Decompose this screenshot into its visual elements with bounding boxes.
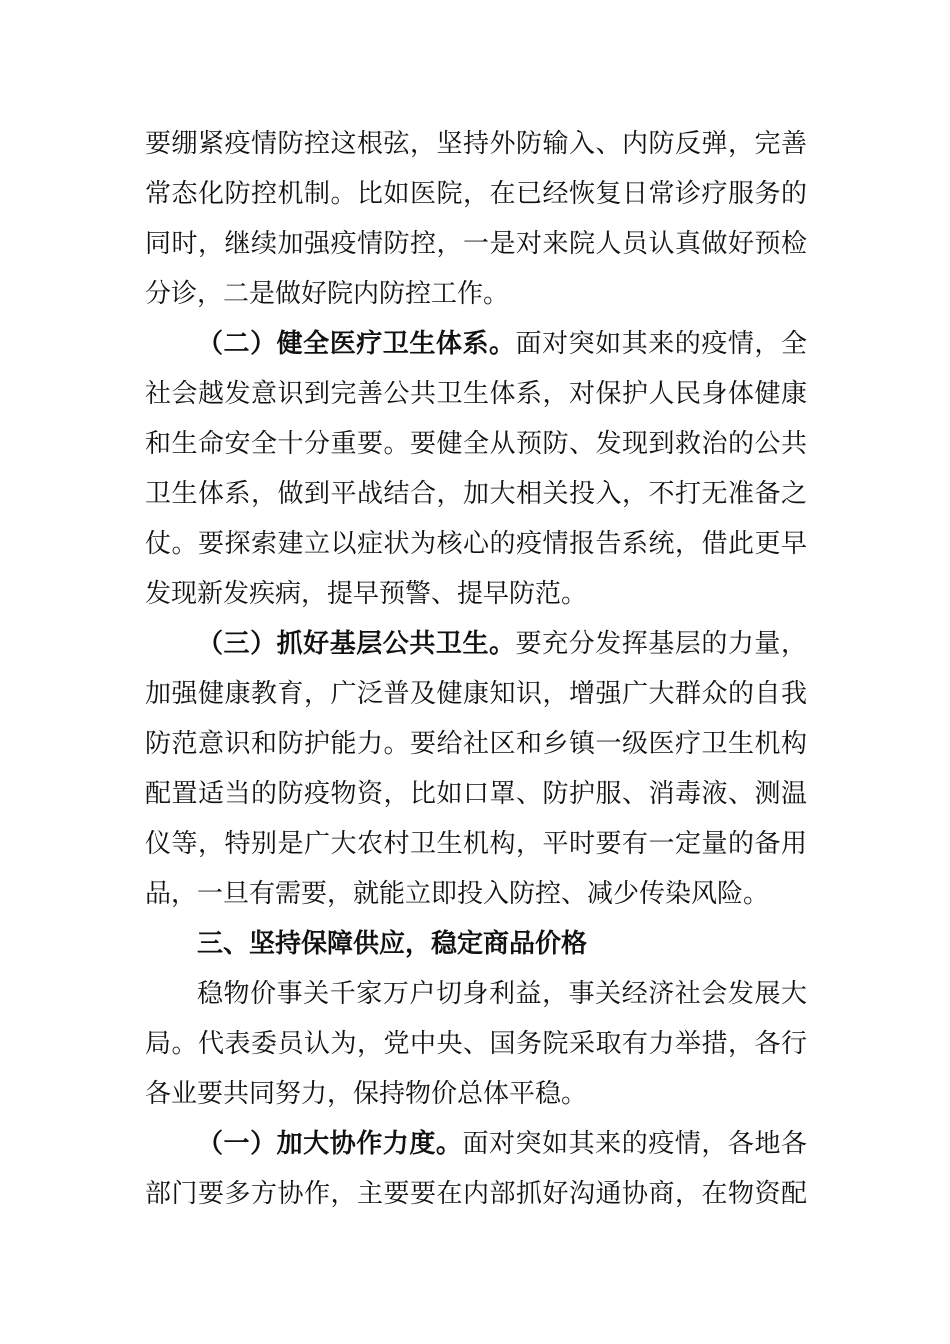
- subsection-line-3: [145, 619, 807, 669]
- text-line: 和生命安全十分重要。要健全从预防、发现到救治的公共: [145, 429, 807, 459]
- text-line: 常态化防控机制。比如医院，在已经恢复日常诊疗服务的: [145, 179, 807, 209]
- subsection-line-1: [145, 1119, 807, 1169]
- text-line: 各业要共同努力，保持物价总体平稳。: [145, 1079, 588, 1109]
- text-line: 同时，继续加强疫情防控，一是对来院人员认真做好预检: [145, 229, 807, 259]
- section-heading: 三、坚持保障供应，稳定商品价格: [197, 929, 588, 959]
- text-line: 社会越发意识到完善公共卫生体系，对保护人民身体健康: [145, 379, 807, 409]
- text-line: 防范意识和防护能力。要给社区和乡镇一级医疗卫生机构: [145, 729, 807, 759]
- text-span: 面对突如其来的疫情，各地各: [462, 1129, 807, 1159]
- text-line: 局。代表委员认为，党中央、国务院采取有力举措，各行: [145, 1029, 807, 1059]
- text-line: 品，一旦有需要，就能立即投入防控、减少传染风险。: [145, 879, 770, 909]
- text-line: 要绷紧疫情防控这根弦，坚持外防输入、内防反弹，完善: [145, 129, 807, 159]
- text-line: 部门要多方协作，主要要在内部抓好沟通协商，在物资配: [145, 1179, 807, 1209]
- text-line: 配置适当的防疫物资，比如口罩、防护服、消毒液、测温: [145, 779, 807, 809]
- text-span: 面对突如其来的疫情，全: [515, 329, 807, 359]
- text-line: 分诊，二是做好院内防控工作。: [145, 279, 510, 309]
- subsection-line-2: [145, 319, 807, 369]
- subsection-title: （三）抓好基层公共卫生。: [197, 629, 516, 659]
- text-line: 发现新发疾病，提早预警、提早防范。: [145, 579, 588, 609]
- text-span: 要充分发挥基层的力量，: [515, 629, 807, 659]
- text-line: 加强健康教育，广泛普及健康知识，增强广大群众的自我: [145, 679, 807, 709]
- document-body: [145, 119, 807, 1219]
- text-line: 卫生体系，做到平战结合，加大相关投入，不打无准备之: [145, 479, 807, 509]
- text-line: 仪等，特别是广大农村卫生机构，平时要有一定量的备用: [145, 829, 807, 859]
- subsection-title: （一）加大协作力度。: [197, 1129, 463, 1159]
- text-line: 稳物价事关千家万户切身利益，事关经济社会发展大: [197, 979, 807, 1009]
- subsection-title: （二）健全医疗卫生体系。: [197, 329, 516, 359]
- text-line: 仗。要探索建立以症状为核心的疫情报告系统，借此更早: [145, 529, 807, 559]
